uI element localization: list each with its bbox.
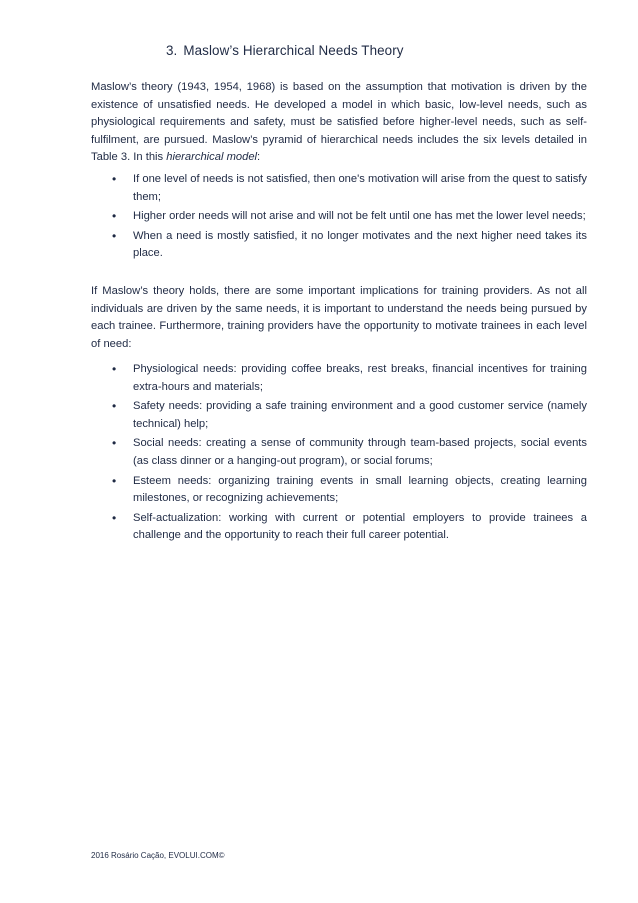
section-number: 3. [166,43,178,58]
intro-text: Maslow’s theory (1943, 1954, 1968) is based on the assumption that motivation is driven by the existence of unsatisfied needs. He developed a model in which basic, low-level needs, such as physiological requirements and safety, must be satisfied before higher-level needs, such as self-fulfilment, are pursued. Maslow’s pyramid of hierarchical needs includes the six levels detailed in Table 3. In this [91,81,587,164]
section-title: Maslow’s Hierarchical Needs Theory [183,43,404,58]
list-item: • Esteem needs: organizing training events in small learning objects, creating learning milestones, or recognizing achievements; [91,473,587,508]
list-item: • Higher order needs will not arise and will not be felt until one has met the lower level needs; [91,208,587,226]
list-item: • Safety needs: providing a safe training environment and a good customer service (namely technical) help; [91,398,587,433]
hierarchy-rules-list [91,171,587,265]
implications-paragraph: If Maslow’s theory holds, there are some important implications for training providers. As not all individuals are driven by the same needs, it is important to understand the needs being pursued by each trainee. Furthermore, training providers have the opportunity to motivate trainees in each level of need: [91,285,587,350]
page-footer: 2016 Rosário Cação, EVOLUI.COM© [91,851,225,860]
list-item: • Social needs: creating a sense of community through team-based projects, social events (as class dinner or a hanging-out program), or social forums; [91,435,587,470]
intro-paragraph [91,79,587,167]
list-item: • When a need is mostly satisfied, it no longer motivates and the next higher need takes its place. [91,228,587,263]
list-item: • Self-actualization: working with current or potential employers to provide trainees a challenge and the opportunity to reach their full career potential. [91,510,587,545]
intro-text-end: : [257,151,261,164]
needs-list [91,361,587,547]
list-item: • If one level of needs is not satisfied, then one's motivation will arise from the quest to satisfy them; [91,171,587,206]
section-heading [166,43,404,58]
list-item: • Physiological needs: providing coffee breaks, rest breaks, financial incentives for training extra-hours and materials; [91,361,587,396]
intro-italic-term: hierarchical model [166,151,258,164]
